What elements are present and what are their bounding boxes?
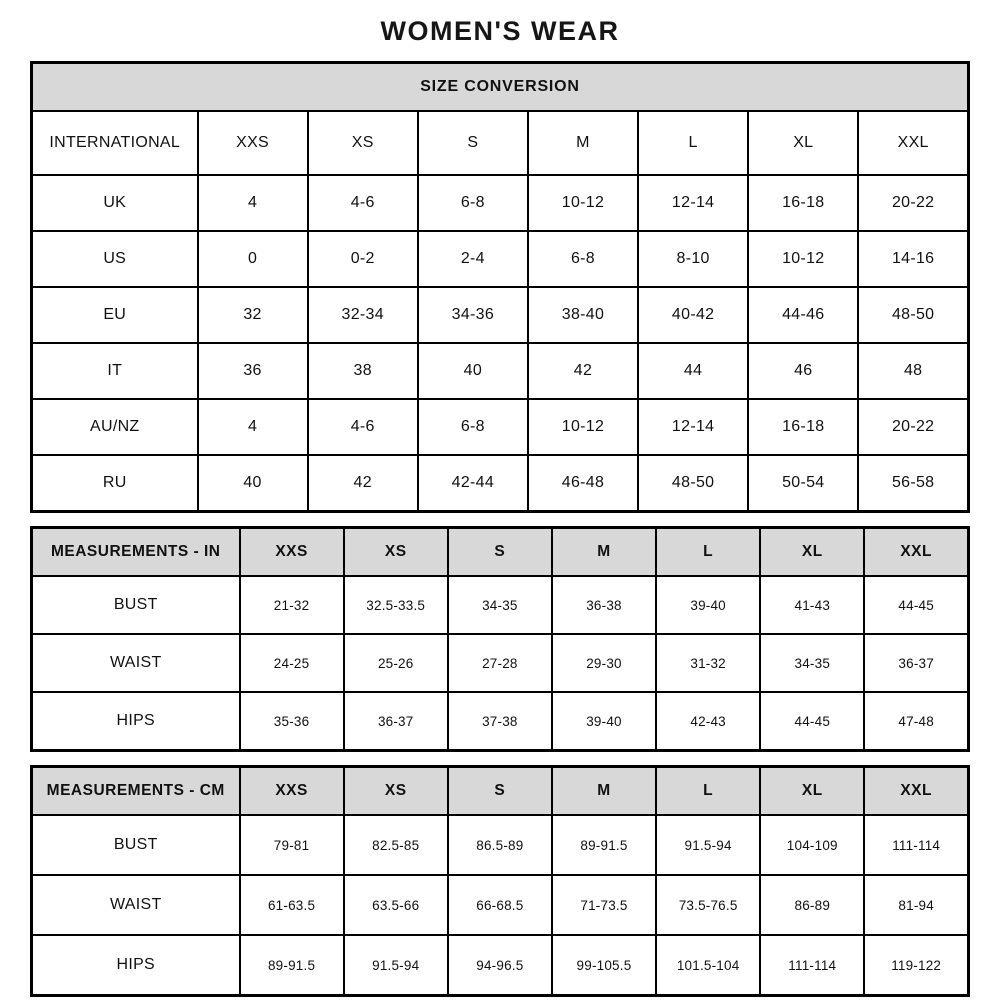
column-header: S <box>448 767 552 816</box>
cell-value: 12-14 <box>638 175 748 231</box>
cell-value: 32-34 <box>308 287 418 343</box>
measurements-cm-header: MEASUREMENTS - CM <box>32 767 240 816</box>
row-label: BUST <box>32 576 240 634</box>
cell-value: 16-18 <box>748 399 858 455</box>
cell-value: 6-8 <box>418 175 528 231</box>
cell-value: 66-68.5 <box>448 875 552 935</box>
table-row <box>32 175 969 231</box>
cell-value: 20-22 <box>858 175 968 231</box>
cell-value: 41-43 <box>760 576 864 634</box>
table-row <box>32 815 969 875</box>
column-header: L <box>656 767 760 816</box>
cell-value: 0 <box>198 231 308 287</box>
cell-value: 34-35 <box>760 634 864 692</box>
table-header-row <box>32 63 969 112</box>
table-row <box>32 399 969 455</box>
column-header: XL <box>748 111 858 175</box>
cell-value: 56-58 <box>858 455 968 512</box>
size-conversion-header: SIZE CONVERSION <box>32 63 969 112</box>
cell-value: 63.5-66 <box>344 875 448 935</box>
row-label: EU <box>32 287 198 343</box>
cell-value: 79-81 <box>240 815 344 875</box>
cell-value: 4-6 <box>308 175 418 231</box>
row-label: BUST <box>32 815 240 875</box>
cell-value: 10-12 <box>528 399 638 455</box>
cell-value: 10-12 <box>748 231 858 287</box>
cell-value: 38 <box>308 343 418 399</box>
column-header-row <box>32 111 969 175</box>
cell-value: 40 <box>198 455 308 512</box>
cell-value: 86.5-89 <box>448 815 552 875</box>
cell-value: 36 <box>198 343 308 399</box>
cell-value: 86-89 <box>760 875 864 935</box>
cell-value: 111-114 <box>760 935 864 996</box>
column-header: XL <box>760 767 864 816</box>
cell-value: 4 <box>198 175 308 231</box>
row-label: HIPS <box>32 935 240 996</box>
cell-value: 0-2 <box>308 231 418 287</box>
cell-value: 36-37 <box>344 692 448 751</box>
column-header: M <box>552 767 656 816</box>
cell-value: 24-25 <box>240 634 344 692</box>
column-header: XS <box>344 528 448 577</box>
cell-value: 4 <box>198 399 308 455</box>
cell-value: 8-10 <box>638 231 748 287</box>
column-header: XS <box>344 767 448 816</box>
table-row <box>32 875 969 935</box>
table-row <box>32 935 969 996</box>
cell-value: 61-63.5 <box>240 875 344 935</box>
cell-value: 38-40 <box>528 287 638 343</box>
size-conversion-table <box>30 61 970 513</box>
cell-value: 42-44 <box>418 455 528 512</box>
row-label: UK <box>32 175 198 231</box>
cell-value: 71-73.5 <box>552 875 656 935</box>
cell-value: 29-30 <box>552 634 656 692</box>
table-row <box>32 634 969 692</box>
cell-value: 39-40 <box>656 576 760 634</box>
table-header-row <box>32 528 969 577</box>
cell-value: 4-6 <box>308 399 418 455</box>
cell-value: 91.5-94 <box>656 815 760 875</box>
cell-value: 82.5-85 <box>344 815 448 875</box>
column-header: XXS <box>198 111 308 175</box>
cell-value: 81-94 <box>864 875 968 935</box>
cell-value: 12-14 <box>638 399 748 455</box>
measurements-in-table <box>30 526 970 752</box>
cell-value: 44 <box>638 343 748 399</box>
cell-value: 39-40 <box>552 692 656 751</box>
column-header: XXS <box>240 528 344 577</box>
measurements-cm-table <box>30 765 970 997</box>
cell-value: 119-122 <box>864 935 968 996</box>
table-header-row <box>32 767 969 816</box>
row-label: RU <box>32 455 198 512</box>
cell-value: 99-105.5 <box>552 935 656 996</box>
table-row <box>32 455 969 512</box>
cell-value: 21-32 <box>240 576 344 634</box>
cell-value: 42 <box>308 455 418 512</box>
cell-value: 34-36 <box>418 287 528 343</box>
column-header: M <box>528 111 638 175</box>
row-label: WAIST <box>32 875 240 935</box>
cell-value: 46 <box>748 343 858 399</box>
cell-value: 16-18 <box>748 175 858 231</box>
cell-value: 42-43 <box>656 692 760 751</box>
column-header: XL <box>760 528 864 577</box>
international-label: INTERNATIONAL <box>32 111 198 175</box>
cell-value: 10-12 <box>528 175 638 231</box>
cell-value: 35-36 <box>240 692 344 751</box>
cell-value: 37-38 <box>448 692 552 751</box>
cell-value: 94-96.5 <box>448 935 552 996</box>
row-label: WAIST <box>32 634 240 692</box>
table-row <box>32 343 969 399</box>
cell-value: 34-35 <box>448 576 552 634</box>
cell-value: 46-48 <box>528 455 638 512</box>
cell-value: 111-114 <box>864 815 968 875</box>
column-header: S <box>418 111 528 175</box>
row-label: AU/NZ <box>32 399 198 455</box>
cell-value: 32.5-33.5 <box>344 576 448 634</box>
size-chart-page <box>30 0 970 997</box>
cell-value: 42 <box>528 343 638 399</box>
cell-value: 40-42 <box>638 287 748 343</box>
measurements-in-header: MEASUREMENTS - IN <box>32 528 240 577</box>
cell-value: 50-54 <box>748 455 858 512</box>
cell-value: 104-109 <box>760 815 864 875</box>
column-header: XS <box>308 111 418 175</box>
page-title: WOMEN'S WEAR <box>380 16 620 46</box>
column-header: M <box>552 528 656 577</box>
cell-value: 31-32 <box>656 634 760 692</box>
cell-value: 89-91.5 <box>552 815 656 875</box>
cell-value: 6-8 <box>418 399 528 455</box>
cell-value: 91.5-94 <box>344 935 448 996</box>
cell-value: 14-16 <box>858 231 968 287</box>
cell-value: 36-37 <box>864 634 968 692</box>
table-row <box>32 231 969 287</box>
cell-value: 25-26 <box>344 634 448 692</box>
cell-value: 44-45 <box>760 692 864 751</box>
column-header: L <box>638 111 748 175</box>
cell-value: 73.5-76.5 <box>656 875 760 935</box>
cell-value: 20-22 <box>858 399 968 455</box>
column-header: XXS <box>240 767 344 816</box>
cell-value: 48-50 <box>638 455 748 512</box>
cell-value: 36-38 <box>552 576 656 634</box>
column-header: XXL <box>864 767 968 816</box>
cell-value: 40 <box>418 343 528 399</box>
row-label: IT <box>32 343 198 399</box>
column-header: XXL <box>858 111 968 175</box>
table-row <box>32 576 969 634</box>
column-header: L <box>656 528 760 577</box>
cell-value: 32 <box>198 287 308 343</box>
cell-value: 6-8 <box>528 231 638 287</box>
row-label: HIPS <box>32 692 240 751</box>
cell-value: 48-50 <box>858 287 968 343</box>
cell-value: 47-48 <box>864 692 968 751</box>
column-header: XXL <box>864 528 968 577</box>
cell-value: 44-46 <box>748 287 858 343</box>
cell-value: 89-91.5 <box>240 935 344 996</box>
cell-value: 2-4 <box>418 231 528 287</box>
table-row <box>32 287 969 343</box>
cell-value: 48 <box>858 343 968 399</box>
column-header: S <box>448 528 552 577</box>
cell-value: 44-45 <box>864 576 968 634</box>
cell-value: 27-28 <box>448 634 552 692</box>
table-row <box>32 692 969 751</box>
cell-value: 101.5-104 <box>656 935 760 996</box>
row-label: US <box>32 231 198 287</box>
